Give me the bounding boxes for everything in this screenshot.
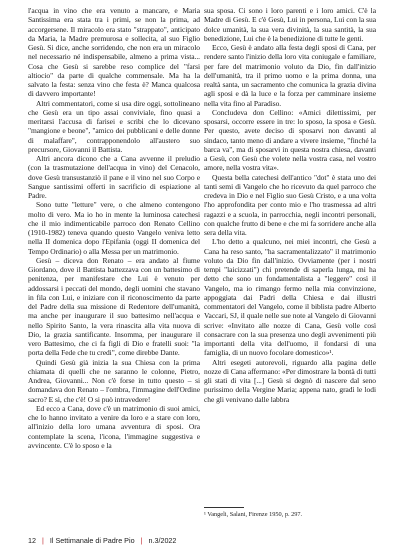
page-footer: [28, 536, 378, 545]
right-text-column: [204, 6, 376, 404]
paragraph: Questa bella catechesi dell'antico "dot" è stata uno dei tanti semi di Vangelo che ho ricevuto da quel parroco che credeva in Dio e nel Figlio suo Gesù Cristo, e a una volta l'ho approfondita per conto mio e l'ho trasmessa ad altri ragazzi e a scuola, in parrocchia, negli incontri personali, con qualche frutto di bene e che mi fa sorridere anche alla sera della vita.: [204, 172, 376, 237]
paragraph: Altri esegeti autorevoli, riguardo alla pagina delle nozze di Cana affermano: «Per dimostrare la bontà di tutti gli stati di vita [...] Gesù si degnò di nascere dal seno purissimo della Vergine Maria; appena nato, gradì le lodi che gli venivano dalle labbra: [204, 357, 376, 404]
paragraph: Ecco, Gesù è andato alla festa degli sposi di Cana, per rendere santo l'inizio della loro vita coniugale e familiare, per fare del matrimonio voluto da Dio, fin dall'inizio dell'umanità, tra il primo uomo e la prima donna, una realtà santa, un sacramento che comunica la grazia divina agli sposi e dà la luce e la forza per camminare insieme nella vita fino al Paradiso.: [204, 43, 376, 108]
footer-separator: |: [42, 536, 44, 545]
paragraph: Ed ecco a Cana, dove c'è un matrimonio di suoi amici, che lo hanno invitato a venire da loro e a stare con loro, all'inizio della loro umana avventura di sposi. Ora contemplate la scena, l'icona, l'immagine suggestiva e avvincente. C'è lo sposo e la: [28, 403, 200, 450]
magazine-title: Il Settimanale di Padre Pio: [49, 536, 135, 545]
paragraph: Altri ancora dicono che a Cana avvenne il preludio (con la trasmutazione dell'acqua in vino) del Cenacolo, dove Gesù transustanziò il pane e il vino nel suo Corpo e Sangue santissimi offerti in sacrificio di espiazione al Padre.: [28, 154, 200, 200]
left-text-column: [28, 6, 200, 450]
footnote-divider: [204, 507, 244, 508]
paragraph: L'ho detto a qualcuno, nei miei incontri, che Gesù a Cana ha reso santo, "ha sacramentalizzato" il matrimonio voluto da Dio fin dall'inizio. Ovviamente (per i nostri tempi "laicizzati") chi pretende di saperla lunga, mi ha detto che sono un fondamentalista a "leggere" così il Vangelo, ma io rimango fermo nella mia convinzione, appoggiata dai Padri della Chiesa e dai illustri commentatori del Vangelo, come il biblista padre Alberto Vaccari, SJ, il quale nelle sue note al Vangelo di Giovanni scrive: «Invitato alle nozze di Cana, Gesù volle così consacrare con la sua presenza uno degli avvenimenti più importanti della vita dell'uomo, il fondarsi di una famiglia, di un nuovo focolare domestico»¹.: [204, 237, 376, 358]
footer-separator: |: [140, 536, 143, 545]
paragraph: Gesù – diceva don Renato – era andato al fiume Giordano, dove il Battista battezzava con un battesimo di penitenza, per manifestare che Lui è venuto per addossarsi i peccati del mondo, degli uomini che stavano in fila con Lui, e iniziare con il riconoscimento da parte del Padre della sua missione di Redentore dell'umanità, ma anche per inaugurare il suo battesimo nell'acqua e nello Spirito Santo, la vera rinascita alla vita nuova di Dio, la grazia santificante. Insomma, per inaugurare il vero Battesimo, che ci fa figli di Dio e fratelli suoi: "la porta della Fede che tu credi", come direbbe Dante.: [28, 255, 200, 358]
paragraph: sua sposa. Ci sono i loro parenti e i loro amici. C'è la Madre di Gesù. E c'è Gesù, Lui in persona, Lui con la sua dolce umanità, la sua vera divinità, la sua santità, la sua benedizione, Lui che è la benedizione di tutte le genti.: [204, 6, 376, 43]
issue-number: n.3/2022: [148, 536, 177, 545]
paragraph: Concludeva don Cellino: «Amici dilettissimi, per sposarsi, occorre essere in tre: lo sposo, la sposa e Gesù. Per questo, avete deciso di sposarvi non davanti al sindaco, tanto meno di andare a vivere insieme, "finché la barca va", ma di sposarvi in questa nostra chiesa, davanti a Gesù, con Gesù che volete nella vostra casa, nel vostro amore, nella vostra vita».: [204, 107, 376, 173]
page-number: 12: [28, 536, 36, 545]
paragraph: Quindi Gesù già inizia la sua Chiesa con la prima chiamata di quelli che ne saranno le colonne, Pietro, Andrea, Giovanni... Non c'è forse in tutto questo – si domandava don Renato – l'ombra, l'immagine dell'Ordine sacro? E sì, che c'è! O si può intravedere!: [28, 357, 200, 404]
paragraph: Sono tutte "letture" vere, o che almeno contengono molto di vero. Ma io ho in mente la luminosa catechesi che il mio indimenticabile parroco don Renato Cellino (1910-1982) teneva quando questo Vangelo veniva letto nella II domenica dopo l'Epifania (oggi II domenica del Tempo Ordinario) o alla Messa per un matrimonio.: [28, 200, 200, 256]
footnote: ¹ Vangeli, Salani, Firenze 1950, p. 297.: [204, 511, 303, 518]
paragraph: l'acqua in vino che era venuto a mancare, e Maria Santissima era stata tra i primi, se non la prima, ad accorgersene. Il miracolo era stato "strappato", anticipato da Maria, la Madre premurosa e sollecita, al suo Figlio Gesù. Si dice, anche sorridendo, che non era un miracolo nel necessario né indispensabile, almeno a prima vista... Cosa che Gesù si sarebbe reso complice del "farsi altiocio" da parte di qualche commensale. Ma ha la salvato la festa: senza vino che festa è? Manca qualcosa di davvero importante!: [28, 6, 200, 99]
paragraph: Altri commentatori, come si usa dire oggi, sottolineano che Gesù era un tipo assai conviviale, fino quasi a meritarsi l'accusa di farisei e scribi che lo dicevano "mangione e beone", "amico dei pubblicani e delle donne di malaffare", contrapponendolo all'austero suo precursore, Giovanni il Battista.: [28, 98, 200, 154]
